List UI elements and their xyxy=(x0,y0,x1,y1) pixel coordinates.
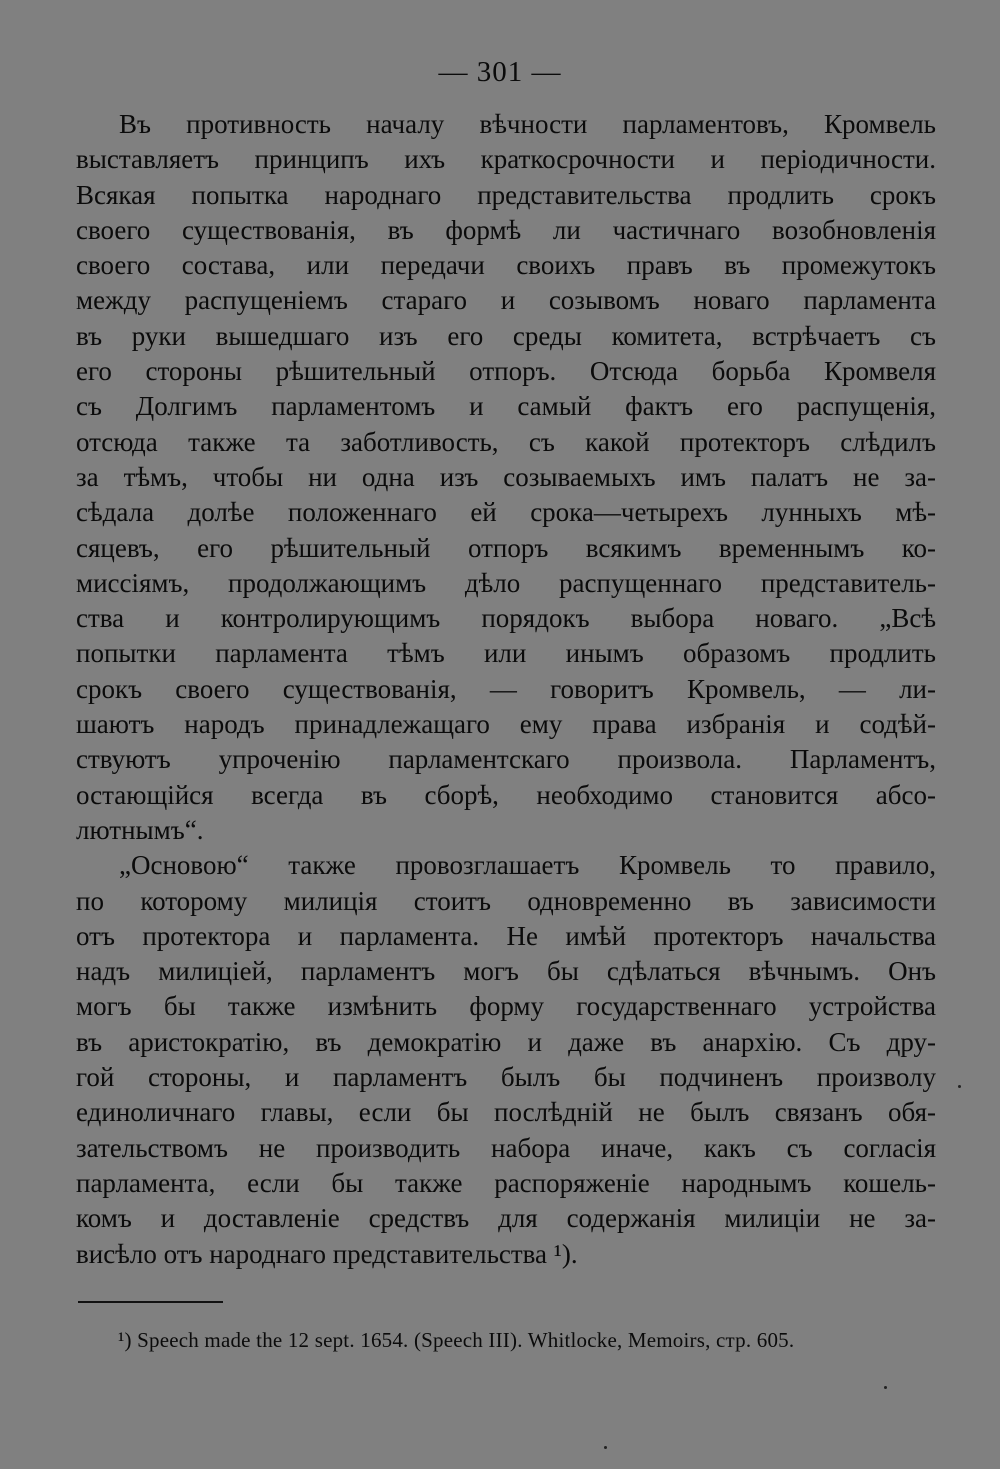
text-line: шаютъ народъ принадлежащаго ему права избранія и содѣй- xyxy=(76,709,936,740)
text-line: ствуютъ упроченію парламентскаго произвола. Парламентъ, xyxy=(76,744,936,775)
text-line: своего существованія, въ формѣ ли частичнаго возобновленія xyxy=(76,214,936,245)
text-line: могъ бы также измѣнить форму государственнаго устройства xyxy=(76,991,936,1022)
page-number: — 301 — xyxy=(438,56,562,88)
text-line: срокъ своего существованія, — говоритъ Кромвель, — ли- xyxy=(76,673,936,704)
text-line: выставляетъ принципъ ихъ краткосрочности и періодичности. xyxy=(76,144,936,175)
text-line: висѣло отъ народнаго представительства ¹). xyxy=(76,1238,578,1269)
text-line: его стороны рѣшительный отпоръ. Отсюда борьба Кромвеля xyxy=(76,356,936,387)
text-line: между распущеніемъ стараго и созывомъ новаго парламента xyxy=(76,285,936,316)
text-line: „Основою“ также провозглашаетъ Кромвель то правило, xyxy=(119,850,936,881)
text-line: единоличнаго главы, если бы послѣдній не былъ связанъ обя- xyxy=(76,1097,936,1128)
text-line: съ Долгимъ парламентомъ и самый фактъ его распущенія, xyxy=(76,391,936,422)
footnote: ¹) Speech made the 12 sept. 1654. (Speech III). Whitlocke, Memoirs, стр. 605. xyxy=(118,1328,795,1352)
text-line: за тѣмъ, чтобы ни одна изъ созываемыхъ имъ палатъ не за- xyxy=(76,461,936,492)
scan-speck xyxy=(958,1085,961,1088)
text-line: въ аристократію, въ демократію и даже въ анархію. Съ дру- xyxy=(76,1026,936,1057)
text-line: сяцевъ, его рѣшительный отпоръ всякимъ временнымъ ко- xyxy=(76,532,936,563)
text-line: своего состава, или передачи своихъ правъ въ промежутокъ xyxy=(76,250,936,281)
text-line: миссіямъ, продолжающимъ дѣло распущеннаго представитель- xyxy=(76,567,936,598)
text-line: попытки парламента тѣмъ или инымъ образомъ продлить xyxy=(76,638,936,669)
text-line: Всякая попытка народнаго представительства продлить срокъ xyxy=(76,179,936,210)
text-line: остающійся всегда въ сборѣ, необходимо становится абсо- xyxy=(76,779,936,810)
text-line: отсюда также та заботливость, съ какой протекторъ слѣдилъ xyxy=(76,426,936,457)
text-line: сѣдала долѣе положеннаго ей срока—четырехъ лунныхъ мѣ- xyxy=(76,497,936,528)
text-line: парламента, если бы также распоряженіе народнымъ кошель- xyxy=(76,1167,936,1198)
text-line: въ руки вышедшаго изъ его среды комитета, встрѣчаетъ съ xyxy=(76,320,936,351)
text-line: по которому милиція стоитъ одновременно въ зависимости xyxy=(76,885,936,916)
scan-speck xyxy=(604,1446,607,1449)
text-line: зательствомъ не производить набора иначе, какъ съ согласія xyxy=(76,1132,936,1163)
text-line: ства и контролирующимъ порядокъ выбора новаго. „Всѣ xyxy=(76,603,936,634)
scan-speck xyxy=(884,1386,887,1389)
text-line: лютнымъ“. xyxy=(76,814,204,845)
body-text xyxy=(76,107,936,1272)
text-line: комъ и доставленіе средствъ для содержанія милиціи не за- xyxy=(76,1203,936,1234)
text-line: надъ милиціей, парламентъ могъ бы сдѣлаться вѣчнымъ. Онъ xyxy=(76,956,936,987)
text-line: Въ противность началу вѣчности парламентовъ, Кромвель xyxy=(119,109,936,139)
footnote-rule xyxy=(78,1301,223,1303)
text-line: отъ протектора и парламента. Не имѣй протекторъ начальства xyxy=(76,920,936,951)
text-line: гой стороны, и парламентъ былъ бы подчиненъ произволу xyxy=(76,1062,936,1093)
